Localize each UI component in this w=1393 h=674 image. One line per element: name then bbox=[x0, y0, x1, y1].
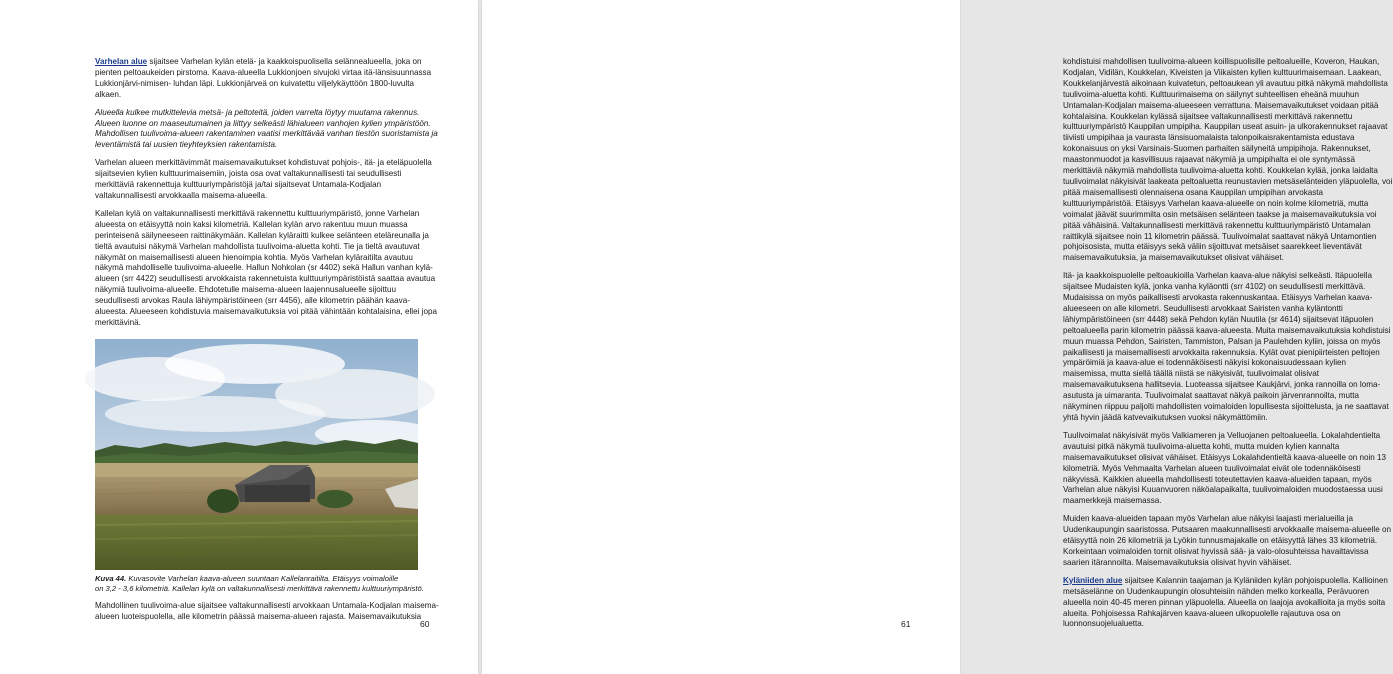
paragraph-archipelago: Muiden kaava-alueiden tapaan myös Varhelan alue näkyisi laajasti merialueilla ja Uudenkaupungin saaristossa. Putsaaren maakunnallisesti arvokkaalle maisema-alueelle on etäisyyttä noin 26 kilometriä ja Lyökin tunnusmajakalle on etäisyyttä lähes 33 kilometriä. Korkeintaan voimaloiden tornit olisivat hyvissä sää- ja valo-olosuhteissa havaittavissa saarien itärannoilta. Maisemavaikutuksia olisivat hyvin vähäiset. bbox=[1063, 514, 1391, 567]
landscape-photo bbox=[95, 339, 418, 570]
paragraph-varhela-intro bbox=[95, 57, 440, 101]
page-number: 61 bbox=[901, 619, 911, 629]
right-page bbox=[482, 0, 1393, 674]
right-text-column bbox=[1063, 57, 1393, 637]
caption-line-1: Kuvasovite Varhelan kaava-alueen suuntaan Kallelanraitilta. Etäisyys voimaloille bbox=[126, 573, 399, 583]
paragraph-landscape-impacts: Varhelan alueen merkittävimmät maisemavaikutukset kohdistuvat pohjois-, itä- ja eteläpuolella sijaitsevien kylien kulttuurimaisemiin, joista osa ovat valtakunnallisesti tai seudullisesti merkittäviä rakennettuja kulttuuriympäristöjä ja/tai sijaitsevat Untamala-Kodjalan valtakunnallisesti arvokkaalla maisema-alueella. bbox=[95, 158, 432, 200]
paragraph-kallela: Kallelan kylä on valtakunnallisesti merkittävä rakennettu kulttuuriympäristö, jonne Varhelan alueesta on etäisyyttä noin kaksi kilometriä. Kallelan kylän arvo rakentuu muun muassa perinteisenä säilyneeseen raittinäkymään. Kallelan kyläraitti kulkee selänteen eteläreunalla ja tieltä avautuisi näkymä Varhelan mahdollista tuulivoima-aluetta kohti. Tie ja tieltä avautuvat näkymät on maisemallisesti alueen hienoimpia kohtia. Myös Varhelan kyläraitilta avautuu näkymä mahdolliselle tuulivoima-alueelle. Hallun Nohkolan (sr 4402) sekä Hallun vanhan kylä-alueen (srr 4422) seudullisesti arvokkaista rakennetuista kulttuuriympäristöistä saattaa avautua näkymiä tuulivoima-alueelle. Ehdotetulle maisema-alueen laajennusalueelle sijoittuu seudullisesti arvokas Raula lähiympäristöineen (srr 4456), alle kilometrin päähän kaava-alueesta. Alueeseen kohdistuvia maisemavaikutuksia voi pitää vähintään kohtalaisina, ellei jopa merkittävinä. bbox=[95, 208, 437, 327]
paragraph-untamala: Mahdollinen tuulivoima-alue sijaitsee valtakunnallisesti arvokkaan Untamala-Kodjalan maisema-alueen luoteispuolella, alle kilometrin päässä maisema-alueen rajasta. Maisemavaikutuksia bbox=[95, 600, 439, 621]
paragraph-koukkela: kohdistuisi mahdollisen tuulivoima-alueen koillispuolisille peltoalueille, Koveron, Haukan, Kodjalan, Vidilän, Koukkelan, Kiveisten ja Viikaisten kylien kulttuurimaisemaan. Laakean, Koukkelanjärvestä aikoinaan kuivatetun, peltoaukean yli avautuu pitkä näkymä mahdollista tuulivoima-aluetta kohti. Kulttuurimaisema on säilynyt suhteellisen eheänä muuhun Untamalan-Kodjalan maisema-alueeseen verrattuna. Maisemavaikutukset voidaan pitää kohtalaisina. Koukkelan kylässä sijaitsee valtakunnallisesti merkittävä rakennettu kulttuuriympäristö Kauppilan umpipiha. Kauppilan useat asuin- ja ulkorakennukset rajaavat tiiviisti umpipihaa ja vaurasta länsisuomalaista talonpoikaisrakentamista edustava kokonaisuus on yksi Varsinais-Suomen parhaiten säilyneitä umpipihoja. Rakennukset, maastonmuodot ja kasvillisuus rajaavat näkymiä ja umpipihalta ei ole syntymässä merkittäviä näkymiä mahdollista tuulivoima-aluetta kohti. Koukkelan kylää, jonka laidalta tuulivoimalat näkyisivät laakeata peltoaluetta reunustavien metsäselänteiden yläpuolella, voi pitää maisemallisesti olennaisena osana Kauppilan umpipihan arvokasta kulttuuriympäristöä. Etäisyys Varhelan kaava-alueelle on noin kolme kilometriä, mutta voimalat jäävät suurimmilta osin metsäisen selänteen taakse ja maisemavaikutuksia voi pitää vähäisinä. Valtakunnallisesti merkittävä rakennettu kulttuuriympäristö Untamalan raittikylä sijaitsee noin 11 kilometrin päässä. Tuulivoimalat saattavat näkyä Untamontien pohjoisosista, mutta etäisyys sekä väliin sijoittuvat metsäiset saarekkeet lieventävät maisemavaikutuksia, ja maisemavaikutukset olisivat vähäiset. bbox=[1063, 57, 1393, 263]
section-heading-kylaniitty: Kyläniiden alue bbox=[1063, 575, 1123, 585]
photo-caption bbox=[95, 574, 440, 594]
section-heading-varhela: Varhelan alue bbox=[95, 57, 148, 66]
caption-label: Kuva 44. bbox=[95, 573, 127, 583]
paragraph-kylaniitty bbox=[1063, 576, 1393, 631]
paragraph-text: sijaitsee Varhelan kylän etelä- ja kaakkoispuolisella selännealueella, joka on pienten peltoaukeiden pirstoma. Kaava-alueella Lukkionjoen sivujoki virtaa itä-länsisuunnassa Lukkionjärvi-nimisen- luhdan läpi. Lukkionjärveä on kuivatettu viljelykäyttöön 1800-luvulta alkaen. bbox=[95, 57, 432, 99]
page-number: 60 bbox=[420, 619, 430, 629]
paragraph-roads-note: Alueella kulkee mutkittelevia metsä- ja peltoteitä, joiden varrelta löytyy muutama rakennus. Alueen luonne on maaseutumainen ja liittyy selkeästi lähialueen vanhojen kylien ympäristöön. Mahdollisen tuulivoima-alueen rakentaminen vaatisi merkittävää vanhan tiestön suoristamista ja leventämistä tai uusien tieyhteyksien rakentamista. bbox=[95, 107, 438, 150]
left-text-column bbox=[95, 57, 440, 630]
paragraph-valkiameri: Tuulivoimalat näkyisivät myös Valkiameren ja Velluojanen peltoalueella. Lokalahdentielta avautuisi pitkä näkymä tuulivoima-aluetta kohti, mutta muiden kylien kannalta maisemavaikutukset olisivat vähäiset. Etäisyys Lokalahdentieltä kaava-alueelle on noin 13 kilometriä. Myös Vehmaalta Varhelan alueen tuulivoimalat eivät ole todennäköisesti näkyvissä. Kaikkien alueella mahdollisesti toteutettavien kaava-alueiden tapaan, myös Varhelan alue näkyisi Kuuanvuoren näköalapaikalta, tuulivoimaloiden muodostaessa uusi maamerkkejä maisemassa. bbox=[1063, 430, 1387, 506]
paragraph-east-side: Itä- ja kaakkoispuolelle peltoaukioilla Varhelan kaava-alue näkyisi selkeästi. Itäpuolella sijaitsee Mudaisten kylä, jonka vanha kyläontti (srr 4102) on seudullisesti merkittävä. Mudaisissa on myös paikallisesti arvokasta rakennuskantaa. Etäisyys Varhelan kaava-alueeseen on alle kilometri. Seudullisesti arvokkaat Sairisten vanha kyläntontti lähiympäristöineen (srr 4448) sekä Pehdon kylän Nuutila (sr 4614) sijaitsevat itäpuolen peltoalueella parin kilometrin päässä kaava-alueesta. Muita maisemavaikutuksia kohdistuisi muun muassa Pehdon, Sairisten, Tammiston, Palsan ja Paulehden kyliin, joissa on myös paikallisesti ja maisemallisesti arvokkaita rakennuksia. Kylät ovat pienipiirteisten peltojen ympäröimiä ja kaava-alue ei todennäköisesti näkyisi kokonaisuudessaan kylien maisemissa, mutta siellä täällä niistä se näkyisivät, tuulivoimalat olisivat maisemavaikutuksena hallitsevia. Luoteassa sijaitsee Kaukjärvi, jonka rannoilla on loma-asutusta ja uimaranta. Tuulivoimalat saattavat näkyä paikoin järvenrannoilta, mutta näkyminen riippuu paljolti mahdollisten voimaloiden lopullisesta sijoittelusta, ja ne saattavat yhtä hyvin jäädä katvevaikutuksen vuoksi näkymättömiin. bbox=[1063, 271, 1391, 422]
left-page bbox=[0, 0, 478, 674]
paragraph-text: sijaitsee Kalannin taajaman ja Kyläniiden kylän pohjoispuolella. Kallioinen metsäselänne on Uudenkaupungin olosuhteisiin nähden melko korkealla, Perävuoren alueella noin 40-45 meren pinnan yläpuolella. Alueella on laajoja avokallioita ja myös soita alueita. Pohjoisessa Rahkajärven kaava-alueen ulkopuolelle rajautuva osa on luonnonsuojelualuetta. bbox=[1063, 575, 1388, 629]
caption-line-2: on 3,2 - 3,6 kilometriä. Kallelan kylä on valtakunnallisesti merkittävä rakennettu kulttuuriympäristö. bbox=[95, 583, 424, 593]
